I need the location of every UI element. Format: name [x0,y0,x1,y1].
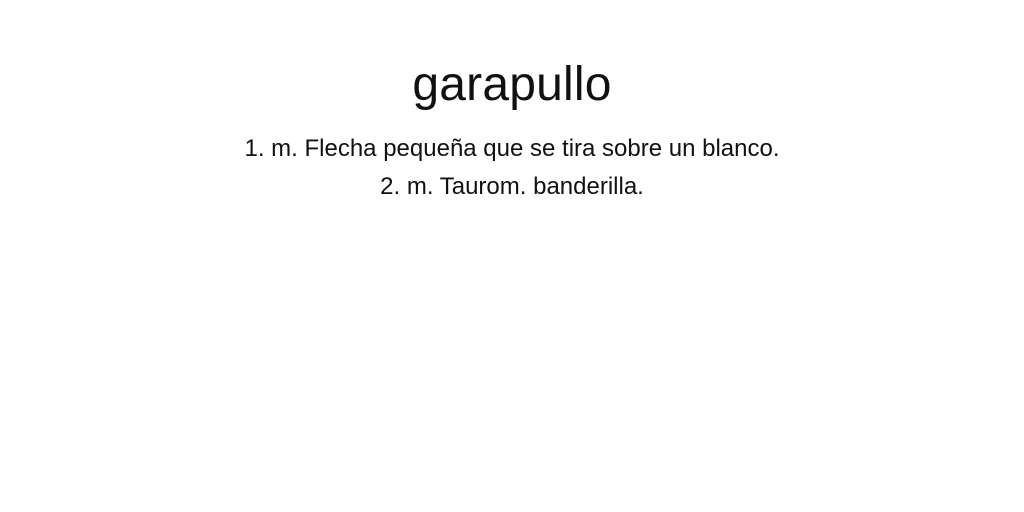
definition-item-1: 1. m. Flecha pequeña que se tira sobre un blanco. [244,135,780,162]
definition-list [0,130,1024,206]
entry-headword: garapullo [412,58,612,111]
definition-item-2: 2. m. Taurom. banderilla. [380,173,644,200]
